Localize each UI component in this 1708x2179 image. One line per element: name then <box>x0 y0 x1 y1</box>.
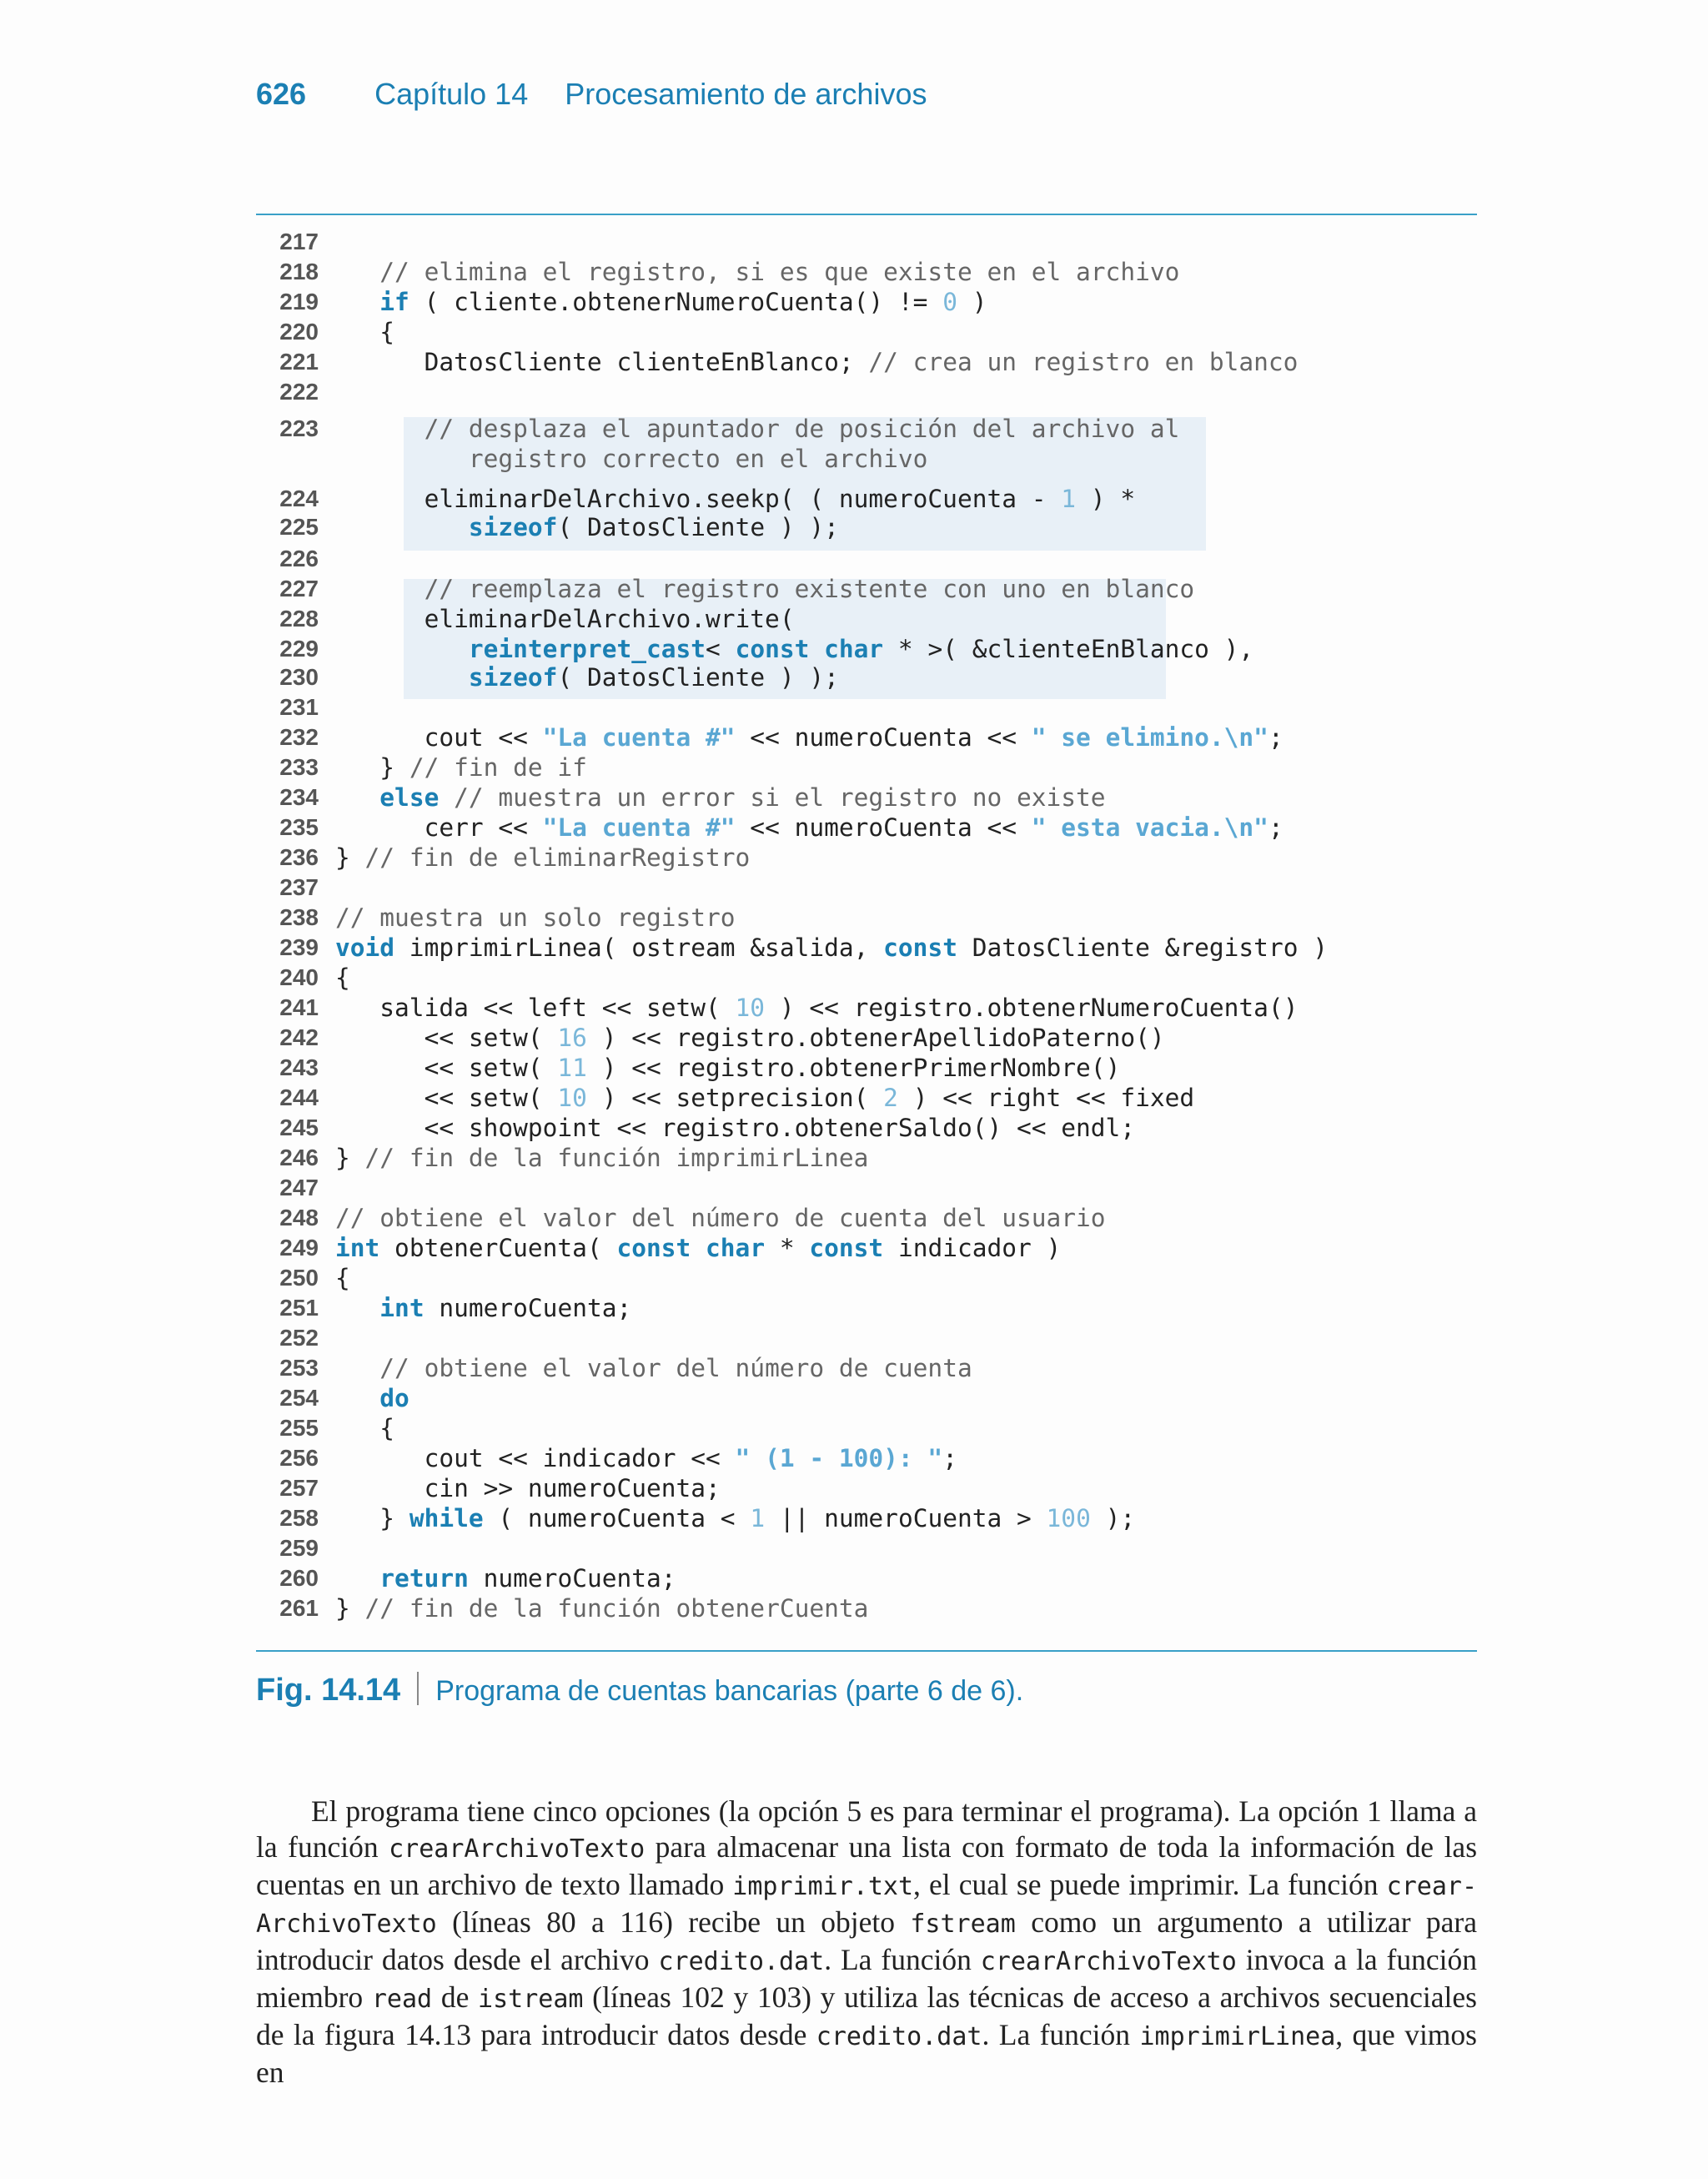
code-text: cin >> numeroCuenta; <box>335 1474 721 1502</box>
code-text: int numeroCuenta; <box>379 1294 632 1322</box>
line-number: 243 <box>279 1054 319 1080</box>
code-text: do <box>379 1384 409 1412</box>
line-number: 256 <box>279 1445 319 1471</box>
line-number: 218 <box>279 259 319 284</box>
line-number: 251 <box>279 1295 319 1321</box>
line-number: 252 <box>279 1325 319 1351</box>
code-text: return numeroCuenta; <box>379 1564 676 1593</box>
code-text: << setw( 11 ) << registro.obtenerPrimerNombre() <box>335 1054 1121 1082</box>
code-text: } // fin de la función imprimirLinea <box>335 1144 869 1172</box>
code-text: << showpoint << registro.obtenerSaldo() << endl; <box>335 1114 1136 1142</box>
line-number: 254 <box>279 1385 319 1411</box>
line-number: 241 <box>279 994 319 1020</box>
caption-rule <box>256 1650 1477 1652</box>
line-number: 260 <box>279 1565 319 1591</box>
line-number: 255 <box>279 1415 319 1441</box>
code-text: sizeof( DatosCliente ) ); <box>468 513 839 541</box>
line-number: 239 <box>279 934 319 960</box>
code-text: << setw( 16 ) << registro.obtenerApellidoPaterno() <box>335 1024 1165 1052</box>
line-number: 225 <box>279 514 319 540</box>
code-text: { <box>335 964 350 992</box>
code-text: // obtiene el valor del número de cuenta del usuario <box>335 1204 1106 1232</box>
code-text: reinterpret_cast< const char * >( &clienteEnBlanco ), <box>468 635 1254 663</box>
line-number: 257 <box>279 1475 319 1501</box>
line-number: 229 <box>279 636 319 662</box>
code-text: eliminarDelArchivo.write( <box>335 605 795 633</box>
code-text: { <box>335 318 395 346</box>
code-text: int obtenerCuenta( const char * const indicador ) <box>335 1234 1062 1262</box>
line-number: 258 <box>279 1505 319 1531</box>
line-number: 248 <box>279 1205 319 1230</box>
code-text: salida << left << setw( 10 ) << registro.obtenerNumeroCuenta() <box>335 994 1299 1022</box>
line-number: 236 <box>279 844 319 870</box>
line-number: 221 <box>279 349 319 375</box>
page-header <box>256 77 927 112</box>
code-text: DatosCliente clienteEnBlanco; // crea un registro en blanco <box>335 348 1299 376</box>
code-listing <box>256 227 1477 1623</box>
line-number: 249 <box>279 1235 319 1261</box>
code-text: registro correcto en el archivo <box>468 445 928 473</box>
code-text: // desplaza el apuntador de posición del archivo al <box>424 415 1180 443</box>
code-text: cout << indicador << " (1 - 100): "; <box>335 1444 957 1472</box>
line-number: 253 <box>279 1355 319 1381</box>
line-number: 217 <box>279 229 319 254</box>
code-text: void imprimirLinea( ostream &salida, const DatosCliente &registro ) <box>335 933 1328 962</box>
line-number: 226 <box>279 546 319 571</box>
code-text: // reemplaza el registro existente con uno en blanco <box>424 575 1195 603</box>
page-number: 626 <box>256 77 307 111</box>
code-text: cout << "La cuenta #" << numeroCuenta << " se elimino.\n"; <box>335 723 1284 752</box>
line-number: 261 <box>279 1595 319 1621</box>
code-text: { <box>335 1414 395 1442</box>
line-number: 220 <box>279 319 319 345</box>
code-text: { <box>335 1264 350 1292</box>
line-number: 234 <box>279 784 319 810</box>
line-number: 222 <box>279 379 319 405</box>
line-number: 245 <box>279 1115 319 1140</box>
line-number: 244 <box>279 1084 319 1110</box>
line-number: 238 <box>279 904 319 930</box>
line-number: 242 <box>279 1024 319 1050</box>
code-text: << setw( 10 ) << setprecision( 2 ) << right << fixed <box>335 1084 1195 1112</box>
code-text: } while ( numeroCuenta < 1 || numeroCuenta > 100 ); <box>335 1504 1136 1532</box>
line-number: 219 <box>279 289 319 315</box>
code-text: // elimina el registro, si es que existe en el archivo <box>379 258 1180 286</box>
figure-label: Fig. 14.14 <box>256 1673 401 1708</box>
code-text: else // muestra un error si el registro no existe <box>379 783 1106 812</box>
figure-title: Programa de cuentas bancarias (parte 6 de 6). <box>435 1675 1024 1707</box>
body-text <box>256 1794 1477 2091</box>
code-text: } // fin de la función obtenerCuenta <box>335 1594 869 1623</box>
line-number: 247 <box>279 1175 319 1200</box>
chapter-label: Capítulo 14 <box>374 77 529 111</box>
figure-caption <box>256 1672 1023 1708</box>
code-text: if ( cliente.obtenerNumeroCuenta() != 0 ) <box>379 288 987 316</box>
code-text: } // fin de eliminarRegistro <box>335 843 751 872</box>
line-number: 233 <box>279 754 319 780</box>
line-number: 246 <box>279 1145 319 1170</box>
line-number: 232 <box>279 724 319 750</box>
line-number: 224 <box>279 486 319 511</box>
code-text: // muestra un solo registro <box>335 903 736 932</box>
code-text: // obtiene el valor del número de cuenta <box>379 1354 972 1382</box>
line-number: 250 <box>279 1265 319 1291</box>
line-number: 230 <box>279 664 319 690</box>
line-number: 228 <box>279 606 319 632</box>
line-number: 240 <box>279 964 319 990</box>
line-number: 237 <box>279 874 319 900</box>
code-text: cerr << "La cuenta #" << numeroCuenta << " esta vacia.\n"; <box>335 813 1284 842</box>
line-number: 223 <box>279 415 319 441</box>
caption-separator <box>417 1672 419 1705</box>
line-number: 231 <box>279 694 319 720</box>
code-text: eliminarDelArchivo.seekp( ( numeroCuenta - 1 ) * <box>335 485 1136 513</box>
line-number: 227 <box>279 576 319 601</box>
code-text: } // fin de if <box>335 753 587 782</box>
line-number: 235 <box>279 814 319 840</box>
paragraph: El programa tiene cinco opciones (la opción 5 es para terminar el programa). La opción 1 llama a la función crearArchivoTexto para almacenar una lista con formato de toda la información de las cuentas en un archivo de texto llamado imprimir.txt, el cual se puede imprimir. La función crear-ArchivoTexto (líneas 80 a 116) recibe un objeto fstream como un argumento a utilizar para introducir datos desde el archivo credito.dat. La función crearArchivoTexto invoca a la función miembro read de istream (líneas 102 y 103) y utiliza las técnicas de acceso a archivos secuenciales de la figura 14.13 para introducir datos desde credito.dat. La función imprimirLinea, que vimos en <box>256 1794 1478 2089</box>
chapter-title: Procesamiento de archivos <box>565 77 927 111</box>
top-rule <box>256 214 1477 215</box>
code-text: sizeof( DatosCliente ) ); <box>468 663 839 692</box>
line-number: 259 <box>279 1535 319 1561</box>
